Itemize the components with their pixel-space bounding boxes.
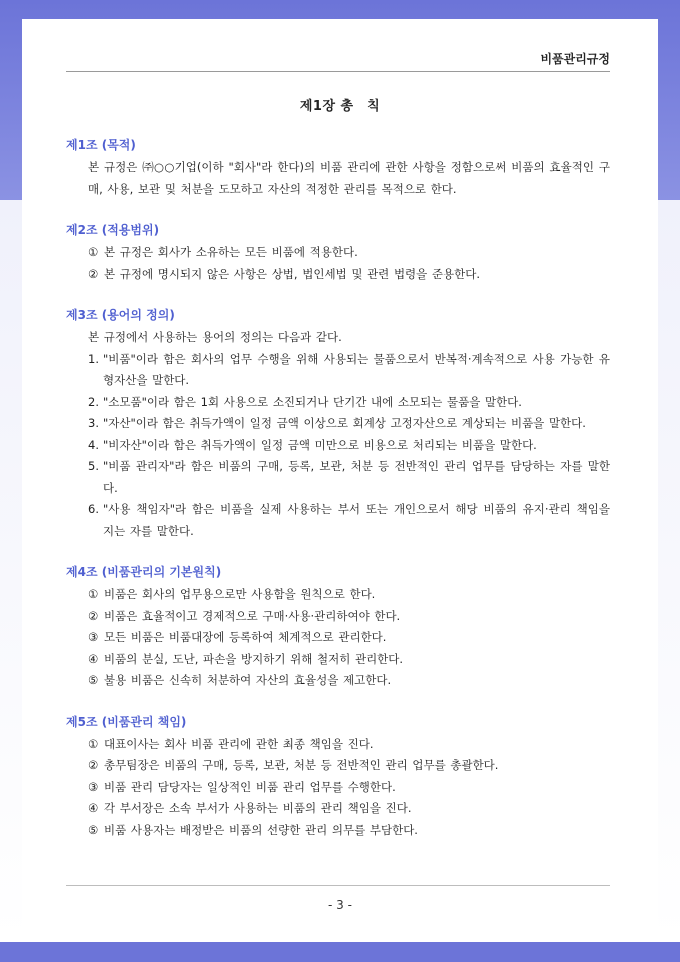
clause-marker: ② — [88, 758, 99, 772]
clause-text: 본 규정에 명시되지 않은 사항은 상법, 법인세법 및 관련 법령을 준용한다. — [104, 266, 481, 281]
clause-list — [66, 242, 610, 285]
running-header: 비품관리규정 — [540, 52, 610, 66]
definition-item — [66, 456, 610, 499]
article-2 — [66, 221, 610, 285]
article-4 — [66, 563, 610, 692]
clause-item — [66, 670, 610, 692]
definition-number: 4. — [88, 437, 99, 452]
clause-marker: ① — [88, 736, 99, 751]
clause-item — [66, 777, 610, 799]
article-1 — [66, 136, 610, 200]
definition-text: "자산"이라 함은 취득가액이 일정 금액 이상으로 회계상 고정자산으로 계상되는 비품을 말한다. — [103, 416, 586, 430]
clause-text: 본 규정은 회사가 소유하는 모든 비품에 적용한다. — [104, 245, 358, 259]
definition-list — [66, 349, 610, 543]
clause-text: 비품은 회사의 업무용으로만 사용함을 원칙으로 한다. — [104, 587, 376, 601]
definition-item — [66, 499, 610, 542]
article-title: 제1조 (목적) — [66, 138, 136, 152]
clause-item — [66, 264, 610, 286]
clause-item — [66, 820, 610, 842]
definition-item — [66, 392, 610, 414]
clause-text: 비품 사용자는 배정받은 비품의 선량한 관리 의무를 부담한다. — [104, 822, 418, 837]
clause-marker: ③ — [88, 630, 99, 644]
clause-text: 비품은 효율적이고 경제적으로 구매·사용·관리하여야 한다. — [104, 608, 401, 623]
definition-number: 3. — [88, 416, 99, 430]
article-title: 제3조 (용어의 정의) — [66, 308, 175, 322]
definition-text: "비품"이라 함은 회사의 업무 수행을 위해 사용되는 물품으로서 반복적·계속적으로 사용 가능한 유형자산을 말한다. — [103, 351, 610, 387]
clause-list — [66, 584, 610, 692]
definition-item — [66, 413, 610, 435]
chapter-title: 제1장 총 칙 — [299, 99, 381, 114]
article-intro: 본 규정에서 사용하는 용어의 정의는 다음과 같다. — [88, 330, 342, 344]
definition-text: "소모품"이라 함은 1회 사용으로 소진되거나 단기간 내에 소모되는 물품을 말한다. — [103, 394, 522, 409]
clause-marker: ④ — [88, 651, 99, 666]
clause-text: 비품 관리 담당자는 일상적인 비품 관리 업무를 수행한다. — [104, 779, 396, 794]
clause-marker: ③ — [88, 779, 99, 794]
clause-text: 비품의 분실, 도난, 파손을 방지하기 위해 철저히 관리한다. — [104, 651, 404, 666]
clause-item — [66, 755, 610, 777]
clause-item — [66, 606, 610, 628]
background-bottom-band — [0, 942, 680, 962]
clause-item — [66, 584, 610, 606]
page-number: - 3 - — [328, 898, 352, 912]
clause-item — [66, 734, 610, 756]
clause-marker: ④ — [88, 801, 99, 815]
clause-list — [66, 734, 610, 842]
article-paragraph: 본 규정은 ㈜○○기업(이하 "회사"라 한다)의 비품 관리에 관한 사항을 정함으로써 비품의 효율적인 구매, 사용, 보관 및 처분을 도모하고 자산의 적정한 관리를 목적으로 한다. — [88, 160, 610, 196]
clause-marker: ⑤ — [88, 673, 99, 687]
clause-marker: ② — [88, 608, 99, 623]
clause-item — [66, 798, 610, 820]
definition-item — [66, 349, 610, 392]
article-3 — [66, 306, 610, 542]
clause-text: 모든 비품은 비품대장에 등록하여 체계적으로 관리한다. — [104, 630, 387, 644]
header-rule — [66, 71, 610, 72]
definition-item — [66, 435, 610, 457]
article-5 — [66, 713, 610, 842]
clause-item — [66, 627, 610, 649]
clause-text: 불용 비품은 신속히 처분하여 자산의 효율성을 제고한다. — [104, 673, 392, 687]
definition-text: "비품 관리자"라 함은 비품의 구매, 등록, 보관, 처분 등 전반적인 관리 업무를 담당하는 자를 말한다. — [103, 459, 610, 495]
definition-number: 1. — [88, 351, 99, 366]
definition-number: 2. — [88, 394, 99, 409]
clause-text: 총무팀장은 비품의 구매, 등록, 보관, 처분 등 전반적인 관리 업무를 총괄한다. — [104, 758, 499, 772]
document-body — [66, 136, 610, 862]
definition-number: 6. — [88, 502, 99, 516]
article-title: 제2조 (적용범위) — [66, 223, 160, 237]
clause-text: 대표이사는 회사 비품 관리에 관한 최종 책임을 진다. — [104, 736, 374, 751]
article-title: 제4조 (비품관리의 기본원칙) — [66, 565, 222, 579]
clause-marker: ① — [88, 587, 99, 601]
clause-marker: ① — [88, 245, 99, 259]
document-page — [22, 19, 658, 942]
definition-number: 5. — [88, 459, 99, 473]
clause-marker: ⑤ — [88, 822, 99, 837]
clause-marker: ② — [88, 266, 99, 281]
clause-text: 각 부서장은 소속 부서가 사용하는 비품의 관리 책임을 진다. — [104, 801, 412, 815]
clause-item — [66, 242, 610, 264]
definition-text: "사용 책임자"라 함은 비품을 실제 사용하는 부서 또는 개인으로서 해당 비품의 유지·관리 책임을 지는 자를 말한다. — [103, 502, 610, 538]
footer-rule — [66, 885, 610, 886]
definition-text: "비자산"이라 함은 취득가액이 일정 금액 미만으로 비용으로 처리되는 비품을 말한다. — [103, 437, 537, 452]
article-title: 제5조 (비품관리 책임) — [66, 714, 187, 729]
clause-item — [66, 649, 610, 671]
